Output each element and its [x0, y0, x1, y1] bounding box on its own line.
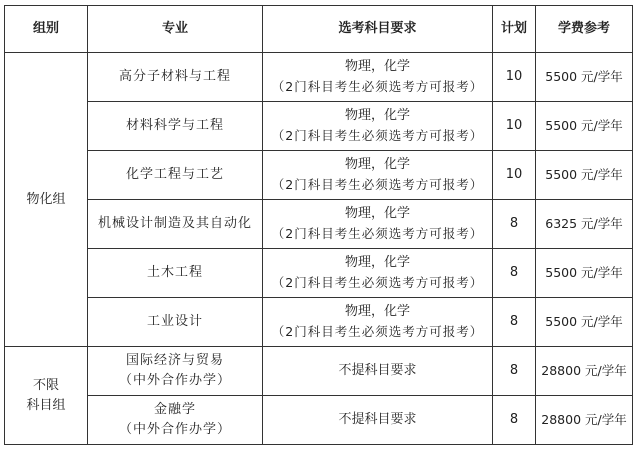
table-row	[5, 249, 633, 298]
major-cell	[88, 151, 263, 200]
requirement-note: （2门科目考生必须选考方可报考）	[271, 79, 484, 94]
requirement-note: （2门科目考生必须选考方可报考）	[271, 128, 484, 143]
header-group: 组别	[5, 6, 88, 53]
group-cell	[5, 53, 88, 347]
fee-cell: 28800 元/学年	[536, 347, 633, 396]
header-major: 专业	[88, 6, 263, 53]
fee-cell: 5500 元/学年	[536, 151, 633, 200]
table-row	[5, 298, 633, 347]
requirement-note: （2门科目考生必须选考方可报考）	[271, 275, 484, 290]
major-name: 土木工程	[146, 265, 203, 280]
major-cell	[88, 53, 263, 102]
plan-cell: 8	[493, 200, 536, 249]
table-row	[5, 396, 633, 445]
table-row	[5, 102, 633, 151]
table-row	[5, 151, 633, 200]
admissions-table	[4, 5, 633, 445]
major-cell	[88, 249, 263, 298]
plan-cell: 10	[493, 151, 536, 200]
requirement-cell	[263, 53, 493, 102]
requirement-cell	[263, 102, 493, 151]
major-name: （中外合作办学）	[118, 373, 231, 388]
major-cell	[88, 298, 263, 347]
header-requirement: 选考科目要求	[263, 6, 493, 53]
requirement-cell	[263, 151, 493, 200]
header-fee: 学费参考	[536, 6, 633, 53]
plan-cell: 8	[493, 347, 536, 396]
requirement-cell	[263, 249, 493, 298]
requirement-subjects: 物理，化学	[344, 304, 410, 319]
requirement-note: （2门科目考生必须选考方可报考）	[271, 324, 484, 339]
major-cell	[88, 347, 263, 396]
fee-cell: 5500 元/学年	[536, 298, 633, 347]
requirement-subjects: 物理，化学	[344, 206, 410, 221]
major-cell	[88, 102, 263, 151]
major-name: 化学工程与工艺	[125, 167, 224, 182]
major-name: （中外合作办学）	[118, 422, 231, 437]
group-label: 物化组	[26, 191, 66, 207]
table-row	[5, 200, 633, 249]
table-row	[5, 347, 633, 396]
requirement-subjects: 物理，化学	[344, 255, 410, 270]
group-label: 不限	[32, 377, 59, 393]
major-name: 材料科学与工程	[125, 118, 224, 133]
requirement-subjects: 物理，化学	[344, 59, 410, 74]
requirement-note: （2门科目考生必须选考方可报考）	[271, 226, 484, 241]
fee-cell: 5500 元/学年	[536, 102, 633, 151]
group-cell	[5, 347, 88, 445]
table-header	[5, 6, 633, 53]
requirement-subjects: 物理，化学	[344, 157, 410, 172]
plan-cell: 10	[493, 53, 536, 102]
major-name: 金融学	[153, 402, 196, 417]
requirement-cell	[263, 396, 493, 445]
requirement-cell	[263, 298, 493, 347]
major-name: 高分子材料与工程	[118, 69, 231, 84]
requirement-note: （2门科目考生必须选考方可报考）	[271, 177, 484, 192]
major-name: 机械设计制造及其自动化	[97, 216, 252, 231]
group-label: 科目组	[26, 397, 66, 413]
plan-cell: 8	[493, 249, 536, 298]
requirement-cell	[263, 347, 493, 396]
plan-cell: 8	[493, 396, 536, 445]
plan-cell: 8	[493, 298, 536, 347]
requirement-subjects: 不提科目要求	[338, 363, 417, 378]
fee-cell: 5500 元/学年	[536, 249, 633, 298]
plan-cell: 10	[493, 102, 536, 151]
major-cell	[88, 200, 263, 249]
requirement-subjects: 物理，化学	[344, 108, 410, 123]
major-name: 国际经济与贸易	[125, 353, 224, 368]
fee-cell: 6325 元/学年	[536, 200, 633, 249]
table-body	[5, 53, 633, 445]
requirement-subjects: 不提科目要求	[338, 412, 417, 427]
header-plan: 计划	[493, 6, 536, 53]
table-row	[5, 53, 633, 102]
major-name: 工业设计	[146, 314, 203, 329]
header-row	[5, 6, 633, 53]
fee-cell: 28800 元/学年	[536, 396, 633, 445]
major-cell	[88, 396, 263, 445]
fee-cell: 5500 元/学年	[536, 53, 633, 102]
requirement-cell	[263, 200, 493, 249]
